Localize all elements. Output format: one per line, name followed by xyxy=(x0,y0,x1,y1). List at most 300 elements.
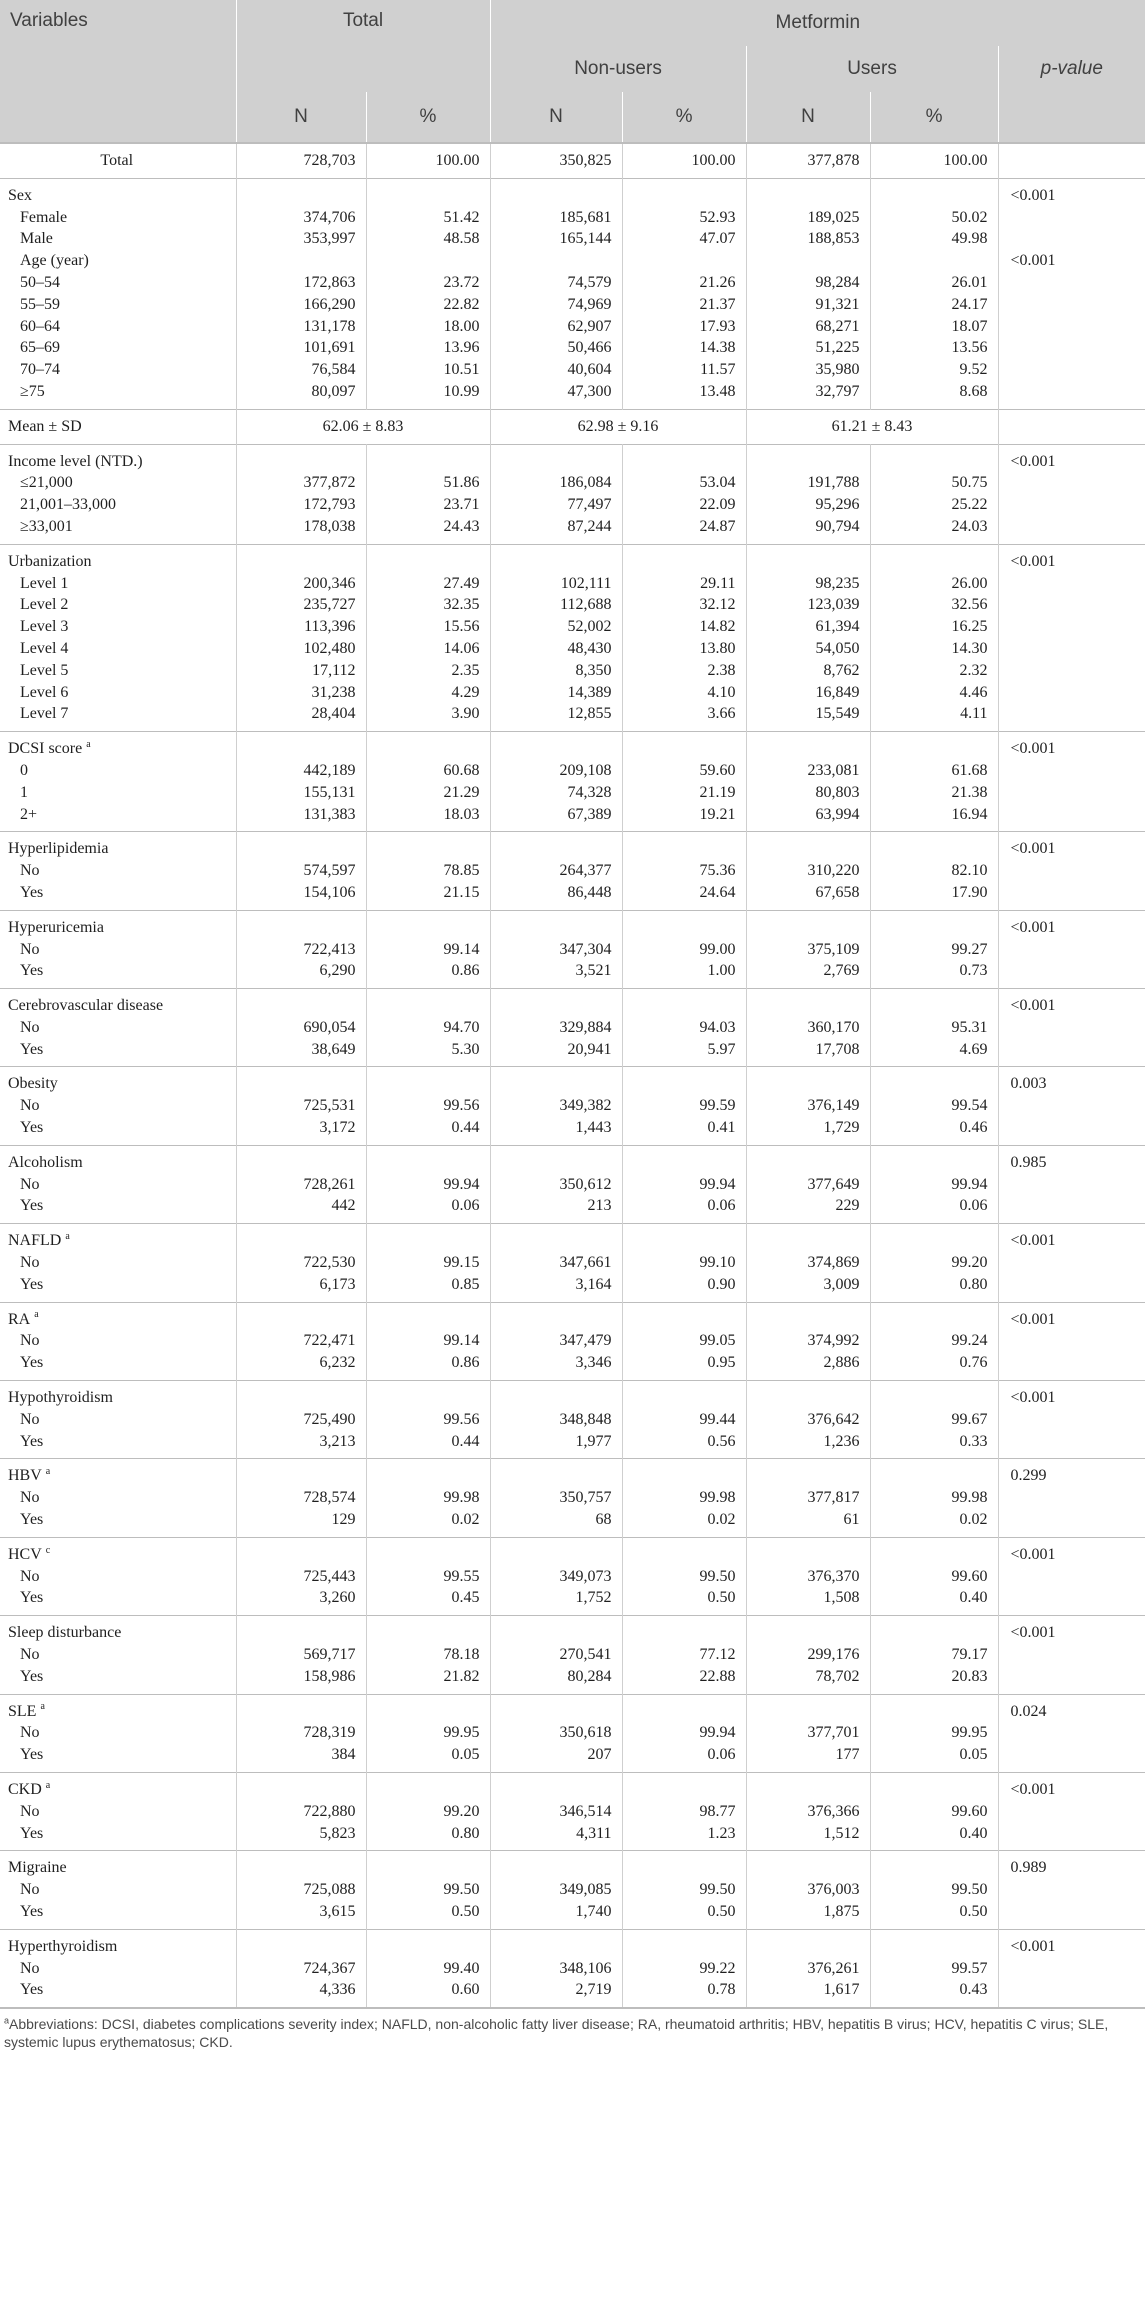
p-value-cell xyxy=(998,960,1145,988)
table-row xyxy=(0,143,1145,178)
row-label xyxy=(0,732,236,760)
percent-cell xyxy=(622,732,746,760)
count-cell xyxy=(236,1302,366,1330)
row-label-text: Obesity xyxy=(8,1075,58,1093)
count-cell: 189,025 xyxy=(746,207,870,229)
p-value-cell xyxy=(998,207,1145,229)
row-label xyxy=(0,1039,236,1067)
table-row xyxy=(0,682,1145,704)
percent-cell: 2.35 xyxy=(366,660,490,682)
table-row xyxy=(0,860,1145,882)
table-row xyxy=(0,228,1145,250)
count-cell: 299,176 xyxy=(746,1644,870,1666)
percent-cell: 22.82 xyxy=(366,294,490,316)
row-label xyxy=(0,444,236,472)
table-row xyxy=(0,1409,1145,1431)
p-value-cell xyxy=(998,143,1145,178)
table-row xyxy=(0,1537,1145,1565)
p-value-cell xyxy=(998,381,1145,409)
percent-cell: 4.29 xyxy=(366,682,490,704)
count-cell: 725,443 xyxy=(236,1566,366,1588)
row-label xyxy=(0,1224,236,1252)
percent-cell xyxy=(870,1851,998,1879)
count-cell: 200,346 xyxy=(236,573,366,595)
row-group xyxy=(0,444,1145,544)
p-value-cell xyxy=(998,294,1145,316)
p-value-cell xyxy=(998,337,1145,359)
percent-cell xyxy=(622,178,746,206)
percent-cell xyxy=(870,1302,998,1330)
table-row xyxy=(0,1851,1145,1879)
count-cell xyxy=(490,1459,622,1487)
percent-cell: 13.56 xyxy=(870,337,998,359)
row-label-text: No xyxy=(20,1097,40,1115)
percent-cell: 24.03 xyxy=(870,516,998,544)
percent-cell: 100.00 xyxy=(622,143,746,178)
percent-cell: 23.72 xyxy=(366,272,490,294)
table-row xyxy=(0,337,1145,359)
table-row xyxy=(0,1381,1145,1409)
count-cell xyxy=(490,1145,622,1173)
count-cell: 310,220 xyxy=(746,860,870,882)
table-row xyxy=(0,1694,1145,1722)
percent-cell: 0.76 xyxy=(870,1352,998,1380)
count-cell: 235,727 xyxy=(236,594,366,616)
table-row xyxy=(0,316,1145,338)
percent-cell xyxy=(622,1224,746,1252)
count-cell: 4,311 xyxy=(490,1823,622,1851)
count-cell: 3,009 xyxy=(746,1274,870,1302)
p-value-cell xyxy=(998,1431,1145,1459)
percent-cell xyxy=(366,544,490,572)
count-cell: 728,703 xyxy=(236,143,366,178)
count-cell: 48,430 xyxy=(490,638,622,660)
count-cell: 1,729 xyxy=(746,1117,870,1145)
row-label-text: Yes xyxy=(20,1275,44,1293)
row-group xyxy=(0,1929,1145,2007)
percent-cell: 99.98 xyxy=(870,1487,998,1509)
count-cell xyxy=(490,178,622,206)
row-label-text: Level 5 xyxy=(20,661,69,679)
row-label xyxy=(0,760,236,782)
count-cell: 178,038 xyxy=(236,516,366,544)
p-value-cell xyxy=(998,1744,1145,1772)
count-cell xyxy=(236,1145,366,1173)
count-cell: 213 xyxy=(490,1195,622,1223)
count-cell xyxy=(490,1694,622,1722)
p-value-cell xyxy=(998,939,1145,961)
footnote-marker: a xyxy=(45,1779,51,1791)
percent-cell xyxy=(366,910,490,938)
row-label xyxy=(0,1958,236,1980)
count-cell xyxy=(490,1851,622,1879)
row-group xyxy=(0,1459,1145,1537)
count-cell: 1,617 xyxy=(746,1979,870,2007)
footnote-marker: a xyxy=(45,1466,51,1478)
table-row xyxy=(0,1958,1145,1980)
count-cell: 1,740 xyxy=(490,1901,622,1929)
percent-cell xyxy=(622,1537,746,1565)
percent-cell xyxy=(870,832,998,860)
row-label xyxy=(0,294,236,316)
percent-cell: 14.82 xyxy=(622,616,746,638)
percent-cell xyxy=(622,1067,746,1095)
row-label xyxy=(0,1566,236,1588)
row-label xyxy=(0,1117,236,1145)
row-label xyxy=(0,1616,236,1644)
row-label xyxy=(0,1801,236,1823)
count-cell xyxy=(490,250,622,272)
count-cell: 20,941 xyxy=(490,1039,622,1067)
row-label xyxy=(0,782,236,804)
table-row xyxy=(0,1616,1145,1644)
table-row xyxy=(0,1566,1145,1588)
table-row xyxy=(0,1644,1145,1666)
percent-cell: 100.00 xyxy=(870,143,998,178)
table-row xyxy=(0,782,1145,804)
percent-cell xyxy=(366,1694,490,1722)
count-cell: 38,649 xyxy=(236,1039,366,1067)
percent-cell: 50.02 xyxy=(870,207,998,229)
count-cell: 377,649 xyxy=(746,1174,870,1196)
table-row xyxy=(0,1252,1145,1274)
percent-cell: 99.59 xyxy=(622,1095,746,1117)
row-label-text: DCSI score xyxy=(8,740,83,758)
count-cell: 264,377 xyxy=(490,860,622,882)
row-label xyxy=(0,1879,236,1901)
count-cell: 349,382 xyxy=(490,1095,622,1117)
row-label-text: No xyxy=(20,1332,40,1350)
p-value-cell: <0.001 xyxy=(1010,452,1056,470)
percent-cell: 8.68 xyxy=(870,381,998,409)
count-cell: 112,688 xyxy=(490,594,622,616)
percent-cell: 99.67 xyxy=(870,1409,998,1431)
footnote-mark: a xyxy=(4,2015,10,2026)
row-group xyxy=(0,1537,1145,1615)
percent-cell: 0.90 xyxy=(622,1274,746,1302)
count-cell: 98,235 xyxy=(746,573,870,595)
percent-cell xyxy=(622,1145,746,1173)
p-value-cell: <0.001 xyxy=(1010,1624,1056,1642)
table-row xyxy=(0,832,1145,860)
row-label-text: Male xyxy=(20,230,53,248)
count-cell: 3,260 xyxy=(236,1587,366,1615)
p-value-cell xyxy=(998,1566,1145,1588)
row-label xyxy=(0,1773,236,1801)
percent-cell: 16.25 xyxy=(870,616,998,638)
row-label-text: No xyxy=(20,940,40,958)
row-group xyxy=(0,1067,1145,1145)
percent-cell xyxy=(622,832,746,860)
count-cell xyxy=(236,832,366,860)
count-cell xyxy=(236,178,366,206)
table-row xyxy=(0,1174,1145,1196)
count-cell xyxy=(746,1773,870,1801)
percent-cell: 22.88 xyxy=(622,1666,746,1694)
table-row xyxy=(0,207,1145,229)
count-cell xyxy=(236,544,366,572)
count-cell: 8,350 xyxy=(490,660,622,682)
count-cell: 376,003 xyxy=(746,1879,870,1901)
row-label-text: Female xyxy=(20,208,68,226)
row-label xyxy=(0,638,236,660)
count-cell: 347,479 xyxy=(490,1330,622,1352)
percent-cell xyxy=(622,989,746,1017)
row-label xyxy=(0,1744,236,1772)
p-value-cell: <0.001 xyxy=(1010,840,1056,858)
percent-cell: 0.95 xyxy=(622,1352,746,1380)
count-cell: 31,238 xyxy=(236,682,366,704)
row-label xyxy=(0,882,236,910)
header-users-pct: % xyxy=(870,92,998,143)
row-label xyxy=(0,832,236,860)
table-row xyxy=(0,1195,1145,1223)
table-row xyxy=(0,359,1145,381)
count-cell: 3,213 xyxy=(236,1431,366,1459)
table-row xyxy=(0,1722,1145,1744)
percent-cell: 0.06 xyxy=(622,1195,746,1223)
count-cell: 91,321 xyxy=(746,294,870,316)
count-cell: 574,597 xyxy=(236,860,366,882)
header-nonusers-pct: % xyxy=(622,92,746,143)
percent-cell: 21.15 xyxy=(366,882,490,910)
row-label-text: Migraine xyxy=(8,1859,67,1877)
percent-cell: 1.23 xyxy=(622,1823,746,1851)
percent-cell xyxy=(870,910,998,938)
count-cell xyxy=(746,178,870,206)
count-cell: 5,823 xyxy=(236,1823,366,1851)
percent-cell xyxy=(870,1537,998,1565)
percent-cell xyxy=(870,1616,998,1644)
p-value-cell xyxy=(998,316,1145,338)
row-label-text: HCV xyxy=(8,1545,42,1563)
row-label-text: Level 1 xyxy=(20,574,69,592)
count-cell xyxy=(746,444,870,472)
percent-cell: 4.11 xyxy=(870,703,998,731)
percent-cell: 14.30 xyxy=(870,638,998,660)
percent-cell xyxy=(366,1381,490,1409)
p-value-cell xyxy=(998,1330,1145,1352)
row-label xyxy=(0,910,236,938)
percent-cell: 1.00 xyxy=(622,960,746,988)
percent-cell: 79.17 xyxy=(870,1644,998,1666)
row-label-text: No xyxy=(20,1881,40,1899)
count-cell: 74,328 xyxy=(490,782,622,804)
count-cell: 28,404 xyxy=(236,703,366,731)
percent-cell xyxy=(622,1616,746,1644)
row-label-text: No xyxy=(20,1959,40,1977)
percent-cell: 18.03 xyxy=(366,804,490,832)
row-label-text: Sex xyxy=(8,186,32,204)
count-cell: 32,797 xyxy=(746,381,870,409)
count-cell: 374,706 xyxy=(236,207,366,229)
merged-value-cell: 62.06 ± 8.83 xyxy=(236,409,490,444)
count-cell xyxy=(746,832,870,860)
count-cell: 725,531 xyxy=(236,1095,366,1117)
count-cell: 61,394 xyxy=(746,616,870,638)
percent-cell: 52.93 xyxy=(622,207,746,229)
footnote-marker: a xyxy=(40,1701,45,1713)
count-cell: 74,579 xyxy=(490,272,622,294)
percent-cell xyxy=(870,1145,998,1173)
count-cell: 384 xyxy=(236,1744,366,1772)
count-cell: 80,284 xyxy=(490,1666,622,1694)
table-row xyxy=(0,1487,1145,1509)
count-cell: 17,708 xyxy=(746,1039,870,1067)
row-label-text: Yes xyxy=(20,1354,44,1372)
percent-cell: 50.75 xyxy=(870,472,998,494)
count-cell: 347,661 xyxy=(490,1252,622,1274)
p-value-cell xyxy=(998,228,1145,250)
percent-cell: 99.95 xyxy=(366,1722,490,1744)
count-cell: 12,855 xyxy=(490,703,622,731)
count-cell: 76,584 xyxy=(236,359,366,381)
p-value-cell xyxy=(998,1823,1145,1851)
table-row xyxy=(0,1117,1145,1145)
percent-cell: 99.94 xyxy=(870,1174,998,1196)
percent-cell: 2.38 xyxy=(622,660,746,682)
merged-value-cell: 62.98 ± 9.16 xyxy=(490,409,746,444)
table-row xyxy=(0,250,1145,272)
percent-cell: 100.00 xyxy=(366,143,490,178)
row-label-text: Yes xyxy=(20,1746,44,1764)
count-cell: 2,719 xyxy=(490,1979,622,2007)
percent-cell xyxy=(622,1851,746,1879)
count-cell xyxy=(746,1694,870,1722)
percent-cell xyxy=(366,1067,490,1095)
percent-cell: 21.82 xyxy=(366,1666,490,1694)
count-cell: 728,261 xyxy=(236,1174,366,1196)
row-label-text: Yes xyxy=(20,962,44,980)
count-cell: 377,701 xyxy=(746,1722,870,1744)
row-label-text: ≤21,000 xyxy=(20,474,73,492)
percent-cell xyxy=(870,989,998,1017)
row-label xyxy=(0,359,236,381)
count-cell: 17,112 xyxy=(236,660,366,682)
row-label xyxy=(0,1537,236,1565)
table-row xyxy=(0,1039,1145,1067)
count-cell xyxy=(236,444,366,472)
table-row xyxy=(0,494,1145,516)
p-value-cell xyxy=(998,1195,1145,1223)
percent-cell xyxy=(366,1145,490,1173)
table-row xyxy=(0,272,1145,294)
percent-cell: 99.00 xyxy=(622,939,746,961)
percent-cell: 51.42 xyxy=(366,207,490,229)
count-cell: 67,658 xyxy=(746,882,870,910)
count-cell: 101,691 xyxy=(236,337,366,359)
count-cell xyxy=(236,1773,366,1801)
count-cell: 2,769 xyxy=(746,960,870,988)
count-cell xyxy=(236,1616,366,1644)
count-cell: 52,002 xyxy=(490,616,622,638)
row-label xyxy=(0,228,236,250)
header-total-n: N xyxy=(236,92,366,143)
row-label-text: Yes xyxy=(20,1119,44,1137)
table-row xyxy=(0,573,1145,595)
percent-cell xyxy=(870,732,998,760)
percent-cell xyxy=(870,250,998,272)
count-cell: 68,271 xyxy=(746,316,870,338)
percent-cell: 53.04 xyxy=(622,472,746,494)
percent-cell xyxy=(870,444,998,472)
row-label xyxy=(0,703,236,731)
table-row xyxy=(0,381,1145,409)
p-value-cell: 0.985 xyxy=(1010,1153,1047,1171)
count-cell: 50,466 xyxy=(490,337,622,359)
table-footnote xyxy=(0,2007,1145,2051)
row-group xyxy=(0,1224,1145,1302)
count-cell: 442 xyxy=(236,1195,366,1223)
count-cell xyxy=(746,544,870,572)
percent-cell: 0.46 xyxy=(870,1117,998,1145)
row-label-text: No xyxy=(20,1018,40,1036)
row-label-text: HBV xyxy=(8,1467,42,1485)
p-value-cell: <0.001 xyxy=(1010,552,1056,570)
count-cell: 722,413 xyxy=(236,939,366,961)
row-label xyxy=(0,1459,236,1487)
count-cell: 374,992 xyxy=(746,1330,870,1352)
count-cell: 86,448 xyxy=(490,882,622,910)
percent-cell xyxy=(622,1773,746,1801)
count-cell: 4,336 xyxy=(236,1979,366,2007)
percent-cell: 99.27 xyxy=(870,939,998,961)
row-label-text: No xyxy=(20,1724,40,1742)
row-label-text: Yes xyxy=(20,1511,44,1529)
row-label-text: Urbanization xyxy=(8,552,92,570)
p-value-cell: <0.001 xyxy=(1010,1389,1056,1407)
percent-cell: 0.50 xyxy=(366,1901,490,1929)
row-label xyxy=(0,1431,236,1459)
table-row xyxy=(0,409,1145,444)
percent-cell: 10.99 xyxy=(366,381,490,409)
count-cell xyxy=(236,1224,366,1252)
p-value-cell xyxy=(998,1117,1145,1145)
percent-cell: 18.07 xyxy=(870,316,998,338)
p-value-cell: <0.001 xyxy=(1010,186,1056,204)
percent-cell: 14.38 xyxy=(622,337,746,359)
row-label-text: Cerebrovascular disease xyxy=(8,997,164,1015)
percent-cell: 19.21 xyxy=(622,804,746,832)
footnote-marker: a xyxy=(86,738,91,750)
percent-cell xyxy=(870,1459,998,1487)
row-label xyxy=(0,1302,236,1330)
p-value-cell xyxy=(998,573,1145,595)
p-value-cell xyxy=(998,638,1145,660)
table-row xyxy=(0,1224,1145,1252)
p-value-cell: <0.001 xyxy=(1010,740,1056,758)
p-value-cell: <0.001 xyxy=(1010,1937,1056,1955)
percent-cell xyxy=(622,1459,746,1487)
count-cell: 1,875 xyxy=(746,1901,870,1929)
count-cell: 191,788 xyxy=(746,472,870,494)
row-label-text: No xyxy=(20,1254,40,1272)
count-cell: 377,817 xyxy=(746,1487,870,1509)
count-cell: 376,149 xyxy=(746,1095,870,1117)
count-cell xyxy=(490,1381,622,1409)
row-label xyxy=(0,960,236,988)
row-label-text: No xyxy=(20,1410,40,1428)
row-label xyxy=(0,178,236,206)
table-row xyxy=(0,760,1145,782)
percent-cell xyxy=(622,910,746,938)
count-cell xyxy=(746,1302,870,1330)
percent-cell: 4.10 xyxy=(622,682,746,704)
percent-cell: 48.58 xyxy=(366,228,490,250)
p-value-cell xyxy=(998,1409,1145,1431)
percent-cell xyxy=(870,1929,998,1957)
count-cell xyxy=(490,1537,622,1565)
